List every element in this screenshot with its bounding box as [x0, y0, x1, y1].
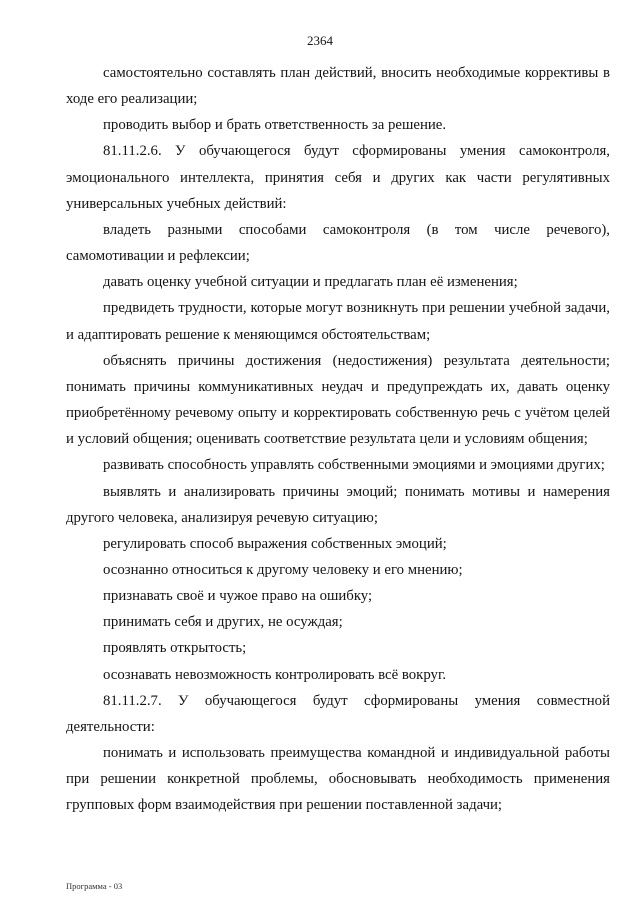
footer-label: Программа - 03: [66, 881, 123, 891]
section-paragraph: 81.11.2.7. У обучающегося будут сформированы умения совместной деятельности:: [66, 692, 610, 735]
page-number: 2364: [307, 33, 333, 48]
list-item: предвидеть трудности, которые могут возникнуть при решении учебной задачи, и адаптировать решение к меняющимся обстоятельствам;: [66, 300, 610, 343]
list-item: принимать себя и других, не осуждая;: [103, 614, 343, 631]
list-item: признавать своё и чужое право на ошибку;: [103, 588, 373, 605]
list-item: проводить выбор и брать ответственность за решение.: [103, 117, 447, 134]
list-item: объяснять причины достижения (недостижения) результата деятельности; понимать причины коммуникативных неудач и предупреждать их, давать оценку приобретённому речевому опыту и корректировать собственную речь с учётом целей и условий общения; оценивать соответствие результата цели и условиям общения;: [66, 352, 610, 448]
list-item: самостоятельно составлять план действий, вносить необходимые коррективы в ходе его реализации;: [66, 65, 610, 108]
list-item: давать оценку учебной ситуации и предлагать план её изменения;: [103, 274, 518, 291]
list-item: осознавать невозможность контролировать всё вокруг.: [103, 666, 447, 683]
list-item: выявлять и анализировать причины эмоций; понимать мотивы и намерения другого человека, анализируя речевую ситуацию;: [66, 483, 610, 526]
document-body: [66, 60, 610, 819]
list-item: осознанно относиться к другому человеку и его мнению;: [103, 561, 463, 578]
list-item: регулировать способ выражения собственных эмоций;: [103, 535, 447, 552]
list-item: развивать способность управлять собственными эмоциями и эмоциями других;: [103, 457, 605, 474]
section-paragraph: 81.11.2.6. У обучающегося будут сформированы умения самоконтроля, эмоционального интеллекта, принятия себя и других как части регулятивных универсальных учебных действий:: [66, 143, 610, 212]
list-item: проявлять открытость;: [103, 640, 247, 657]
list-item: владеть разными способами самоконтроля (в том числе речевого), самомотивации и рефлексии;: [66, 221, 610, 265]
list-item: понимать и использовать преимущества командной и индивидуальной работы при решении конкретной проблемы, обосновывать необходимость применения групповых форм взаимодействия при решении поставленной задачи;: [66, 745, 610, 814]
